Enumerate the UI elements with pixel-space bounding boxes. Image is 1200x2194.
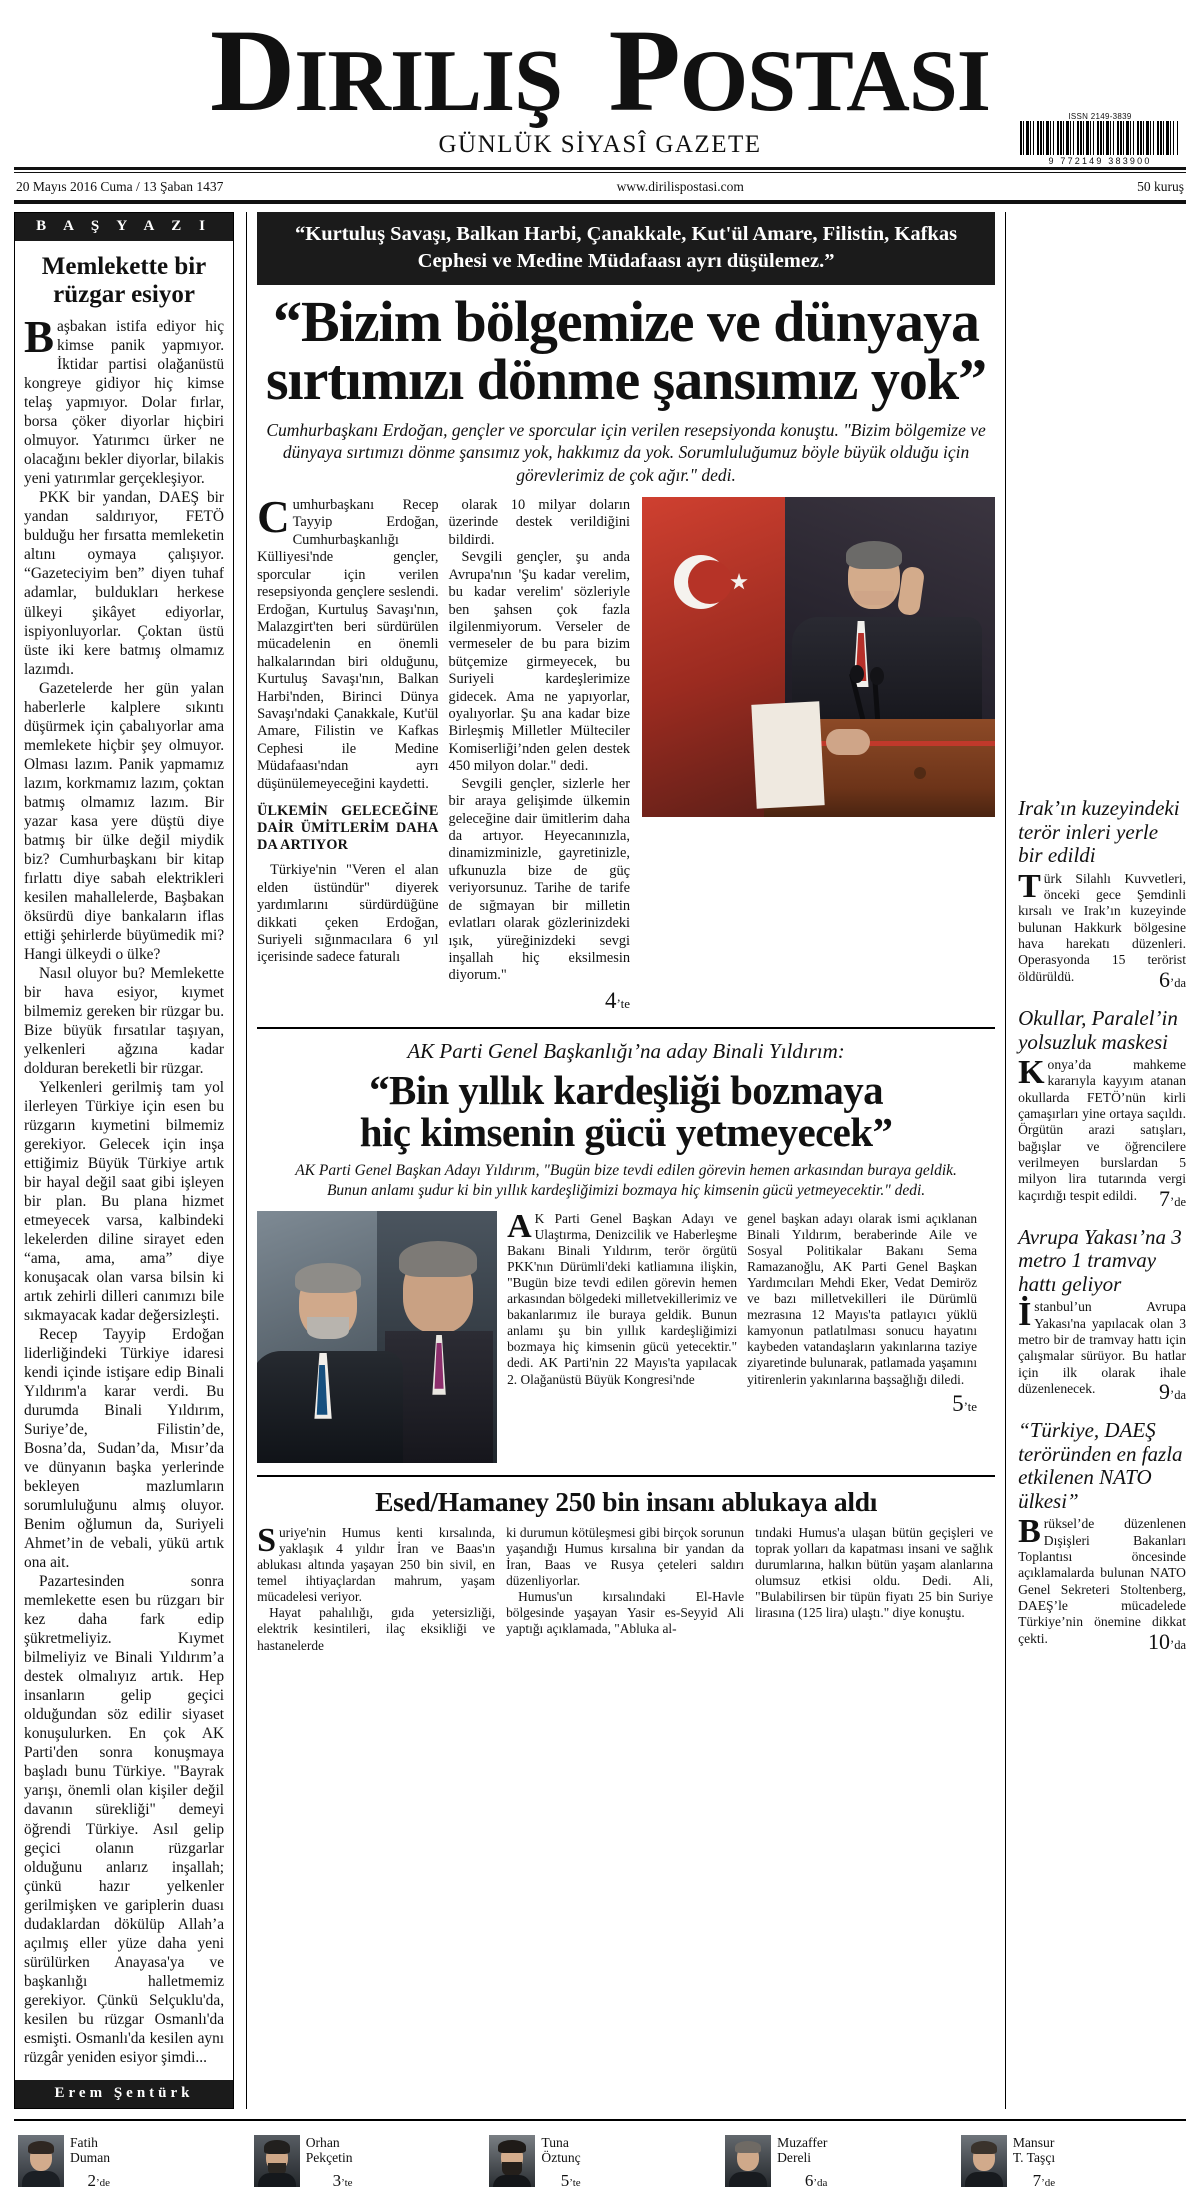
lead-page-suffix: ’te — [616, 995, 631, 1011]
columnists-divider — [14, 2119, 1186, 2121]
rail-page-suffix: ’da — [1170, 1637, 1186, 1652]
rail-title: Irak’ın kuzeyindeki terör inleri yerle bir edildi — [1018, 796, 1180, 868]
columnist-page-suffix: ’de — [1041, 2177, 1056, 2190]
columnist-meta — [70, 2135, 110, 2190]
editorial-box — [14, 212, 234, 2108]
editorial-paragraph: Başbakan istifa ediyor hiç kimse panik yapmıyor. İktidar partisi olağanüstü kongreye gidiyor hiç kimse telaş yapmıyor. Dolar fırlar, borsa çöker diyorlar hiçbiri olmuyor. Yatırımcı ürker ne olacağını bekler diyorlar, bilakis yeni yatırımlar gerçekleşiyor. — [24, 312, 225, 488]
lead-headline-line-2: sırtımızı dönme şansımız yok” — [265, 346, 987, 412]
story3-paragraph: Hayat pahalılığı, gıda yetersizliği, elektrik kesintileri, ilaç eksikliği ve hastanelerde — [257, 1605, 496, 1653]
lead-paragraph: olarak 10 milyar doların üzerinde destek verildiğini bildirdi. — [448, 496, 631, 548]
dateline-bar — [14, 173, 1186, 200]
story2-page-reference[interactable] — [747, 1390, 977, 1418]
rail-item[interactable] — [1018, 797, 1186, 993]
story3-body-columns — [257, 1521, 995, 1654]
columnist-first-name: Tuna — [541, 2134, 569, 2150]
logo-irilis: IRILIŞ — [294, 33, 563, 130]
columnist-first-name: Orhan — [305, 2134, 340, 2150]
editorial-paragraph: Gazetelerde her gün yalan haberlerle kalplere sıkıntı düşürmek için çabalıyorlar ama memlekete hiçbir şey olmuyor. Olması lazım. Panik yapmamız lazım, korkmamız lazım, çoktan batmış olmamız lazım. Bir yazar kasa yere düştü diye batmış bir ülke değil miydik biz? Cumhurbaşkanı bir kitap fırlattı diye sabah elektrikleri kesilen mahallelerde, Başbakan öksürdü diye bankaların iflas ettiği şehirlerde büyümedik mi? Hangi ülkeydi o ülke? — [24, 679, 225, 963]
editorial-column — [14, 212, 246, 2108]
rail-page-suffix: ’da — [1170, 976, 1186, 990]
rail-title: “Türkiye, DAEŞ teröründen en fazla etkilenen NATO ülkesi” — [1018, 1418, 1183, 1513]
logo-d: D — [209, 5, 295, 136]
publication-date: 20 Mayıs 2016 Cuma / 13 Şaban 1437 — [16, 179, 224, 195]
columnist-page-number: 7 — [1032, 2171, 1042, 2191]
columnist-item[interactable] — [725, 2135, 946, 2190]
story2-headline — [257, 1066, 995, 1155]
columnist-avatar — [18, 2135, 64, 2187]
rail-text — [1018, 1054, 1186, 1204]
lead-headline — [257, 288, 995, 412]
columnist-first-name: Mansur — [1012, 2134, 1055, 2150]
story2-standfirst: AK Parti Genel Başkan Adayı Yıldırım, "Bugün bize tevdi edilen görevin hemen arkasından buraya geldik. Bunun anlamı şudur ki bin yıllık kardeşliğimizi bozmaya hiç kimsenin gücü yetmeyecektir." dedi. — [295, 1162, 957, 1199]
editorial-band-label: B A Ş Y A Z I — [15, 213, 233, 241]
columnist-item[interactable] — [254, 2135, 475, 2190]
rail-top-spacer — [1018, 212, 1186, 797]
story2-paragraph: genel başkan adayı olarak ismi açıklanan Binali Yıldırım, beraberinde Aile ve Sosyal Politikalar Bakanı Sema Ramazanoğlu, AK Parti Genel Başkan Yardımcıları Mehdi Eker, Vedat Demiröz ve bazı milletvekilleri ile Dürümlü mezrasına 12 Mayıs'ta patlayıcı yüklü kamyonun patlatılması sonucu hayatını kaybeden vatandaşların yakınlarına taziye ziyaretinde bulunarak, patlamada yaşamını yitirenlerin yakınlarına başsağlığı diledi. — [747, 1210, 978, 1387]
rail-paragraph: Konya’da mahkeme kararıyla kayyım atanan okullarda FETÖ’nün kirli çamaşırları yine ortaya saçıldı. Örgütün arazi satışları, bağışlar ve öğrencilere verilmeyen burslardan 5 milyon lira tutarında vergi kaçırdığı tespit edildi. — [1018, 1054, 1186, 1203]
rail-page-number: 9 — [1159, 1379, 1171, 1405]
lead-headline-line-1: “Bizim bölgemize ve dünyaya — [273, 288, 980, 354]
rail-page-suffix: ’da — [1170, 1388, 1186, 1403]
columnist-first-name: Fatih — [70, 2134, 98, 2150]
columnist-meta — [777, 2135, 827, 2190]
lead-page-reference[interactable] — [449, 987, 630, 1015]
columnists-strip — [14, 2127, 1186, 2194]
story3-paragraph: Suriye'nin Humus kenti kırsalında, yaklaşık 4 yıldır İran ve Baas'ın ablukası altında yaşayan 250 bin sivil, en temel ihtiyaçlardan mahrum, yaşam mücadelesi veriyor. — [257, 1521, 496, 1605]
story2-body-column-2 — [747, 1211, 977, 1463]
story2-paragraph: AK Parti Genel Başkan Adayı ve Ulaştırma, Denizcilik ve Haberleşme Bakanı Binali Yıldırım, terör örgütü PKK'nın Dürümli'deki katliamına ilişkin, "Bugün bize tevdi edilen görevin hemen arkasından bölgedeki milletvekillerimiz ve bakanlarımız ile buraya geldik. Bunun anlamı şu bin yıllık kardeşliğimizi bozmaya hiç kimsenin gücü yetecektir." dedi. AK Parti'nin 22 Mayıs'ta yapılacak 2. Olağanüstü Büyük Kongresi'nde — [507, 1207, 738, 1387]
story3-body-column-2 — [506, 1525, 744, 1654]
columnist-page-number: 5 — [560, 2171, 570, 2191]
columnist-last-name: Öztunç — [541, 2149, 581, 2165]
rail-item[interactable] — [1018, 1419, 1186, 1655]
columnist-avatar — [725, 2135, 771, 2187]
right-rail — [1006, 212, 1186, 2108]
rail-item[interactable] — [1018, 1226, 1186, 1405]
columnist-avatar — [961, 2135, 1007, 2187]
barcode-block — [1020, 112, 1180, 166]
rail-item[interactable] — [1018, 1007, 1186, 1212]
story3-paragraph: ki durumun kötüleşmesi gibi birçok sorunun yaşandığı Humus kırsalına bir yandan da İran, Baas ve Rusya çeteleri saldırı düzenliyorlar. — [506, 1524, 745, 1589]
rail-paragraph: İstanbul’un Avrupa Yakası'na yapılacak olan 3 metro bir de tramvay hattı için çalışmalar sürüyor. Bu hatlar için ilk olarak ihale düzenlenecek. — [1018, 1296, 1186, 1396]
columnist-page-reference[interactable] — [777, 2171, 827, 2190]
story2-divider — [257, 1027, 995, 1029]
columnist-meta — [1013, 2135, 1055, 2190]
lead-paragraph: Sevgili gençler, şu anda Avrupa'nın 'Şu kadar verelim, bu kadar verelim' sözleriyle ben şahsen çok fazla ilgilenmiyorum. Verseler de vermeseler de bu para bizim bütçemize girmeyecek, bu Suriyeli kardeşlerimize gidecek. Ama ne yapıyorlar, oyalıyorlar. Şu ana kadar bize Birleşmiş Milletler Mülteciler Komiserliği’nden gelen destek 450 milyon dolar." dedi. — [448, 549, 631, 775]
rail-title: Okullar, Paralel’in yolsuzluk maskesi — [1018, 1006, 1178, 1054]
speech-papers — [751, 701, 824, 808]
rail-page-number: 6 — [1159, 967, 1171, 992]
cover-price: 50 kuruş — [1137, 179, 1184, 195]
lead-body-column-2 — [449, 497, 630, 1015]
columnist-page-suffix: ’de — [95, 2177, 111, 2190]
story3-paragraph: Humus'un kırsalındaki El-Havle bölgesinde yaşayan Yasir es-Seyyid Ali yaptığı açıklamada, "Abluka al- — [506, 1589, 745, 1637]
columnist-page-suffix: ’da — [813, 2177, 828, 2190]
columnist-page-suffix: ’te — [341, 2177, 353, 2190]
masthead-tagline: GÜNLÜK SİYASÎ GAZETE — [438, 131, 762, 159]
rail-page-number: 7 — [1159, 1185, 1171, 1211]
masthead — [14, 0, 1186, 166]
barcode-number: 9 772149 383900 — [1048, 156, 1152, 166]
lead-paragraph: Türkiye'nin "Veren el alan elden üstündür" diyerek yardımlarını sürdürdüğüne dikkati çeken Erdoğan, Suriyeli sığınmacılara 6 yıl içerisinde sadece faturalı — [257, 862, 439, 966]
page-grid — [14, 212, 1186, 2108]
columnist-page-reference[interactable] — [1013, 2171, 1055, 2190]
columnist-last-name: Duman — [70, 2149, 111, 2165]
columnist-page-number: 3 — [332, 2171, 342, 2191]
columnist-page-number: 2 — [87, 2171, 96, 2191]
story2-body-column-1 — [507, 1207, 738, 1463]
lead-page-number: 4 — [605, 987, 617, 1013]
editorial-author: Erem Şentürk — [15, 2080, 233, 2108]
story3-headline: Esed/Hamaney 250 bin insanı ablukaya aldı — [375, 1485, 878, 1517]
lead-subhead: ÜLKEMİN GELECEĞİNE DAİR ÜMİTLERİM DAHA DA ARTIYOR — [257, 803, 439, 854]
dateline-rule — [14, 200, 1186, 204]
columnist-page-reference[interactable] — [541, 2171, 580, 2190]
newspaper-logo — [14, 5, 1186, 136]
lead-standfirst: Cumhurbaşkanı Erdoğan, gençler ve sporcular için verilen resepsiyonda konuştu. "Bizim bölgemize ve dünyaya sırtımızı dönme şansımız yok, hakkımız da yok. Sorumluluğumuz böyle büyük olduğu için görevlerimiz de çok ağır." dedi. — [266, 419, 986, 486]
editorial-paragraph: PKK bir yandan, DAEŞ bir yandan saldırıyor, FETÖ bulduğu her fırsatta memleketin altını oymaya çalışıyor. “Gazeteciyim ben” diyen tuhaf adamlar, buldukları herkese ülkeyi şikâyet ediyorlar, ispiyonluyorlar. Çoktan üstü üste iki kere batmış olmamız lazımdı. — [24, 489, 225, 678]
story3-divider — [257, 1475, 995, 1477]
story2-photo-binali-yildirim — [257, 1211, 497, 1463]
editorial-inner — [15, 241, 233, 2072]
columnist-avatar — [254, 2135, 300, 2187]
rail-paragraph: Brüksel’de düzenlenen Dışişleri Bakanları Toplantısı öncesinde açıklamalarda bulunan NATO Genel Sekreteri Stoltenberg, DAEŞ’le mücadelede Türkiye’nin önemine dikkat çekti. — [1018, 1513, 1186, 1646]
rail-page-number: 10 — [1148, 1628, 1171, 1654]
lead-kicker-band: “Kurtuluş Savaşı, Balkan Harbi, Çanakkale, Kut'ül Amare, Filistin, Kafkas Cephesi ve Medine Müdafaası ayrı düşülemez.” — [257, 212, 995, 284]
masthead-rule-thick — [14, 167, 1186, 170]
hand-on-podium — [826, 729, 870, 755]
columnist-page-reference[interactable] — [306, 2171, 353, 2190]
lead-body-column-1 — [257, 491, 439, 1015]
website-url[interactable]: www.dirilispostasi.com — [616, 179, 744, 195]
columnist-page-number: 6 — [804, 2171, 814, 2191]
columnist-page-suffix: ’te — [569, 2177, 581, 2190]
rail-text — [1018, 1513, 1186, 1647]
story2-body-columns — [257, 1207, 995, 1463]
editorial-paragraph: Recep Tayyip Erdoğan liderliğindeki Türkiye idaresi kendi içinde istişare edip Binali Yıldırım'a karar verdi. Bu durumda Binali Yıldırım, Suriye’de, Filistin’de, Bosna’da, Sudan’da, Mısır’da ve dünyanın başka yerlerinde bekleyen mazlumların sorumluluğunu almış oluyor. Benim oğlumun da, Suriyeli Ahmet’in de vebali, yükü artık ona ait. — [24, 1326, 225, 1572]
story3-body-column-3 — [755, 1525, 993, 1654]
columnist-meta — [306, 2135, 353, 2190]
yildirim-suit — [257, 1351, 403, 1463]
yildirim-head — [283, 1257, 375, 1355]
columnist-avatar — [489, 2135, 535, 2187]
columnist-last-name: Dereli — [777, 2149, 812, 2165]
editorial-body — [24, 312, 225, 2066]
lead-body-columns — [257, 491, 995, 1015]
story2-page-number: 5 — [952, 1390, 964, 1416]
story2-page-suffix: ’te — [963, 1398, 978, 1414]
columnist-last-name: T. Taşçı — [1012, 2149, 1056, 2165]
lead-paragraph: Sevgili gençler, sizlerle her bir araya gelişimde ülkemin geleceğine dair ümitlerim daha da artıyor. Heyecanınızla, dinamizminizle, gayretinizle, ufkunuzla bize de güç veriyorsunuz. Tarihe de tarife de sığmayan bir milletin evlatları olarak gözlerinizdeki ışık, yüreğinizdeki sevgi inşallah hiç eksilmesin diyorum." — [448, 775, 631, 984]
barcode-image — [1020, 121, 1178, 155]
rail-paragraph: Türk Silahlı Kuvvetleri, önceki gece Şemdinli kırsalı ve Irak’ın kuzeyinde bulunan Hakkurk bölgesine hava harekatı düzenleri. Operasyonda 15 terörist öldürüldü. — [1018, 867, 1186, 984]
columnist-first-name: Muzaffer — [777, 2134, 828, 2150]
lead-paragraph: Cumhurbaşkanı Recep Tayyip Erdoğan, Cumhurbaşkanlığı Külliyesi'nde gençler, sporcular için verilen resepsiyonda gençlere seslendi. Erdoğan, Kurtuluş Savaşı'nın, Malazgirt'ten beri sürdürülen mücadelenin en önemli halkalarından biri olduğunu, Kurtuluş Savaşı'nın, Balkan Harbi'nden, Birinci Dünya Savaşı'ndaki Çanakkale, Kut'ül Amare, Filistin ve Kafkas Cephesi ile Medine Müdafaası'ndan ayrı düşünülemeyeceğini kaydetti. — [257, 491, 439, 792]
story2-kicker: AK Parti Genel Başkanlığı’na aday Binali Yıldırım: — [407, 1038, 845, 1063]
editorial-paragraph: Pazartesinden sonra memlekette esen bu rüzgarı bir kez daha fark edip şükretmeliyiz. Kıymet bilmeliyiz ve Binali Yıldırım’a destek olmalıyız artık. Hep insanların gelip geçici olduğundan söz edilir siyaset konuşulurken. En çok AK Parti'den sonra konuşmaya başladı bunu Türkiye. "Bayrak yarışı, önemli olan kişiler değil davanın sürekliği" demeyi öğrendi Türkiye. Asıl gelip geçici olanın rüzgarlar olduğunu anlarız inşallah; çünkü hazır yelkenler gerilmişken ve gariplerin duası dudaklardan dökülüp Allah’a açılmış eller yüze daha yeni sürülürken Anayasa'ya ve başkanlığı halletmemiz gerekiyor. Çünkü Selçuklu'da, kesilen bu rüzgar Osmanlı'da esmişti. Osmanlı'da kesilen aynı rüzgâr yeniden esiyor şimdi... — [24, 1573, 225, 2066]
columnist-item[interactable] — [961, 2135, 1182, 2190]
story2-headline-line-2: hiç kimsenin gücü yetmeyecek” — [359, 1108, 893, 1155]
logo-p: P — [608, 5, 680, 136]
issn-label: ISSN 2149-3839 — [1068, 112, 1132, 121]
logo-ostasi: OSTASI — [679, 33, 991, 130]
story3-body-column-1 — [257, 1521, 496, 1654]
editorial-paragraph: Nasıl oluyor bu? Memlekette bir hava esiyor, kıymet bilmemiz gereken bir rüzgar bu. Bize büyük fırsatılar taşıyan, yelkenleri ağzına kadar dolduran bereketli bir rüzgar. — [24, 964, 225, 1077]
rail-page-suffix: ’de — [1170, 1194, 1186, 1209]
columnist-page-reference[interactable] — [70, 2171, 110, 2190]
columnist-last-name: Pekçetin — [305, 2149, 353, 2165]
columnist-meta — [541, 2135, 580, 2190]
lead-photo-erdogan-at-podium — [642, 497, 995, 817]
editorial-title: Memlekette bir rüzgar esiyor — [41, 253, 207, 309]
columnist-item[interactable] — [18, 2135, 239, 2190]
story3-paragraph: tındaki Humus'a ulaşan bütün geçişleri ve toprak yolları da kapatması insani ve sağlık durumlarına, halkın bütün yaşam alanlarına olumsuz etkisi oldu. Dedi. Ali, "Bulabilirsen bir tüpün fiyatı 25 bin Suriye lirasına (125 lira) ulaştı." diye konuştu. — [755, 1524, 994, 1621]
rail-title: Avrupa Yakası’na 3 metro 1 tramvay hattı geliyor — [1018, 1224, 1182, 1296]
story2-headline-line-1: “Bin yıllık kardeşliği bozmaya — [369, 1066, 884, 1113]
main-column — [246, 212, 1006, 2108]
columnist-item[interactable] — [489, 2135, 710, 2190]
editorial-paragraph: Yelkenleri gerilmiş tam yol ilerleyen Türkiye için esen bu rüzgarın kıymetini bilmemiz gerekiyor. Gelecek için inşa ettiğimiz Büyük Türkiye artık bir hayal değil saat gibi işleyen bir plan. Bu plana hizmet etmeyecek varsa, kalbindeki lekelerden diline sirayet eden “ama, ama, ama” diye konuşacak olan varsa bilsin ki artık zehirli dilleri canımızı bile sıkmayacak kadar değersizleşti. — [24, 1078, 225, 1325]
